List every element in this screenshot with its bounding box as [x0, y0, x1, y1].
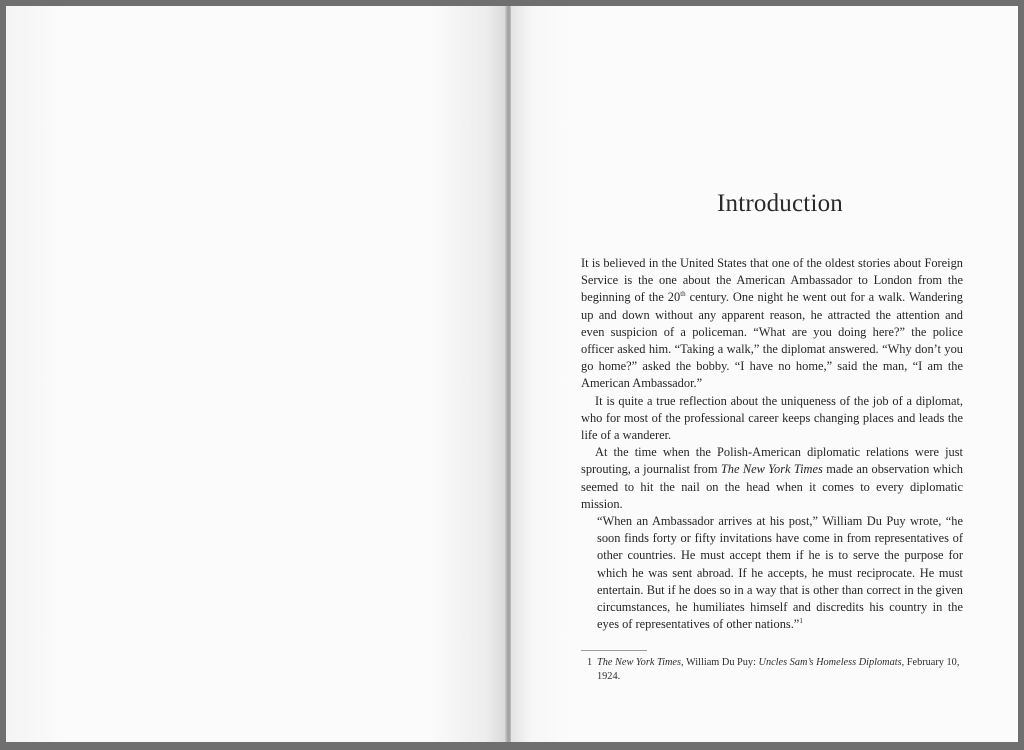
block-quote — [597, 513, 963, 633]
footnote-divider — [581, 650, 647, 651]
footnote-date: , February 10, 1924. — [597, 657, 960, 682]
paragraph-1-text-end: century. One night he went out for a walk. Wandering up and down without any apparent reason, he attracted the attention and even suspicion of a policeman. “What are you doing here?” the police officer asked him. “Taking a walk,” the diplomat answered. “Why don’t you go home?” asked the bobby. “I have no home,” said the man, “I am the American Ambassador.” — [581, 290, 964, 391]
paragraph-3-text-end: made an observation which seemed to hit the nail on the head when it comes to every diplomatic mission. — [581, 462, 963, 511]
paragraph-3-text-start: At the time when the Polish-American diplomatic relations were just sprouting, a journalist from — [581, 445, 963, 477]
footnote-reference: 1 — [799, 617, 803, 626]
ordinal-superscript: th — [680, 290, 686, 299]
paragraph-3 — [581, 444, 963, 513]
quote-text: “When an Ambassador arrives at his post,” William Du Puy wrote, “he soon finds forty or fifty invitations have come in from representatives of other countries. He must accept them if he is to serve the purpose for which he was sent abroad. If he accepts, he must reciprocate. He must entertain. But if he does so in a way that is other than correct in the given circumstances, he humiliates himself and discredits his country in the eyes of representatives of other nations.” — [597, 514, 963, 632]
footnote-article-title: Uncles Sam’s Homeless Diplomats — [758, 657, 902, 668]
left-page — [6, 6, 506, 742]
paragraph-1 — [581, 255, 963, 393]
footnote-number: 1 — [587, 657, 593, 668]
footnote-author: William Du Puy: — [683, 657, 759, 668]
footnote-source: The New York Times, — [597, 657, 684, 668]
paragraph-2: It is quite a true reflection about the uniqueness of the job of a diplomat, who for most of the professional career keeps changing places and leads the life of a wanderer. — [581, 393, 963, 443]
newspaper-title: The New York Times — [720, 462, 823, 477]
paragraph-1-text-start: It is believed in the United States that one of the oldest stories about Foreign Service is the one about the American Ambassador to London from the beginning of the 20 — [581, 256, 963, 305]
footnote-text — [597, 656, 963, 684]
chapter-body — [581, 255, 963, 633]
chapter-title: Introduction — [717, 190, 843, 217]
footnote — [587, 656, 963, 684]
